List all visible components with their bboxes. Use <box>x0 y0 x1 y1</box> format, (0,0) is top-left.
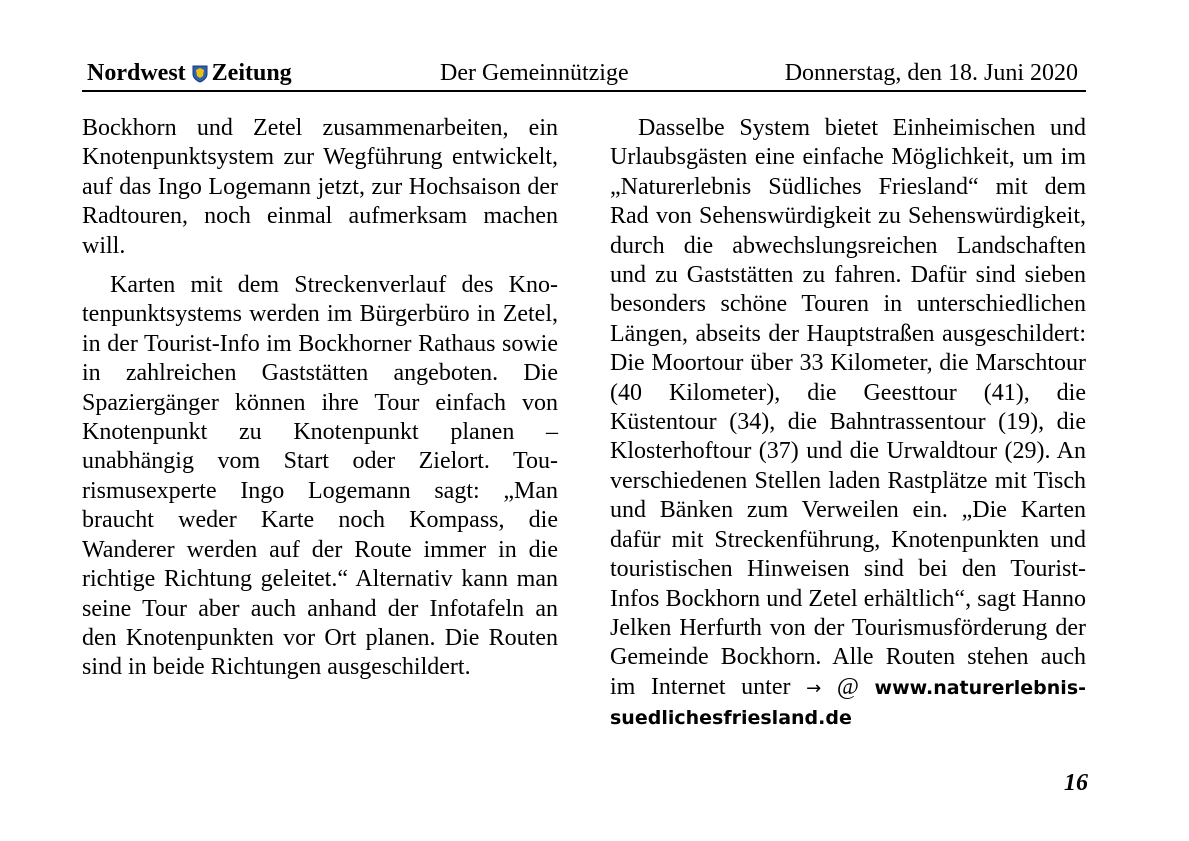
supplement-title: Der Gemeinnützige <box>440 60 629 86</box>
page-number: 16 <box>1064 770 1088 796</box>
page-header <box>82 56 1086 92</box>
right-column <box>610 114 1086 734</box>
arrow-right-icon: → <box>806 677 822 699</box>
at-sign: @ <box>836 673 859 700</box>
logo-word-nordwest: Nordwest <box>87 60 186 86</box>
website-link[interactable]: www.naturerlebnis-suedlichesfriesland.de <box>610 676 1087 730</box>
issue-date: Donnerstag, den 18. Juni 2020 <box>784 60 1078 86</box>
crest-icon <box>192 65 208 83</box>
left-paragraph-2: Karten mit dem Streckenverlauf des Knotenpunktsystems werden im Bürgerbüro in Zetel, in der Tourist-Info im Bockhorner Rathaus sowie in zahlreichen Gaststätten angeboten. Die Spaziergänger können ihre Tour einfach von Knotenpunkt zu Knotenpunkt planen – unabhängig vom Start oder Zielort. Tourismusexperte Ingo Logemann sagt: „Man braucht weder Karte noch Kompass, die Wanderer werden auf der Route immer in die richtige Richtung geleitet.“ Alternativ kann man seine Tour aber auch anhand der Infotafeln an den Knotenpunkten vor Ort planen. Die Routen sind in beide Richtungen ausgeschildert. <box>82 272 558 681</box>
left-paragraph-1: Bockhorn und Zetel zusammenarbeiten, ein Knotenpunktsystem zur Wegführung entwickelt, auf das Ingo Logemann jetzt, zur Hochsaison der Radtouren, noch einmal aufmerksam machen will. <box>82 115 558 259</box>
logo-word-zeitung: Zeitung <box>211 60 292 86</box>
right-paragraph-1 <box>610 114 1086 734</box>
newspaper-logo <box>87 60 292 87</box>
left-column <box>82 114 558 683</box>
right-paragraph-text: Dasselbe System bietet Einheimischen und Urlaubsgästen eine einfache Möglichkeit, um im „Naturerlebnis Südliches Friesland“ mit dem Rad von Sehenswürdigkeit zu Sehenswürdigkeit, durch die abwechslungsreichen Landschaften und zu Gaststätten zu fahren. Dafür sind sieben besonders schöne Touren in unterschiedlichen Längen, abseits der Hauptstraßen ausgeschildert: Die Moortour über 33 Kilometer, die Marschtour (40 Kilometer), die Geesttour (41), die Küstentour (34), die Bahntrassentour (19), die Klosterhoftour (37) und die Urwaldtour (29). An verschiedenen Stellen laden Rastplätze mit Tisch und Bänken zum Verweilen ein. „Die Karten dafür mit Streckenführung, Knotenpunkten und touristischen Hinweisen sind bei den Tourist-Infos Bockhorn und Zetel erhältlich“, sagt Hanno Jelken Herfurth von der Tourismusförderung der Gemeinde Bockhorn. Alle Routen stehen auch im Internet unter <box>610 115 1086 700</box>
